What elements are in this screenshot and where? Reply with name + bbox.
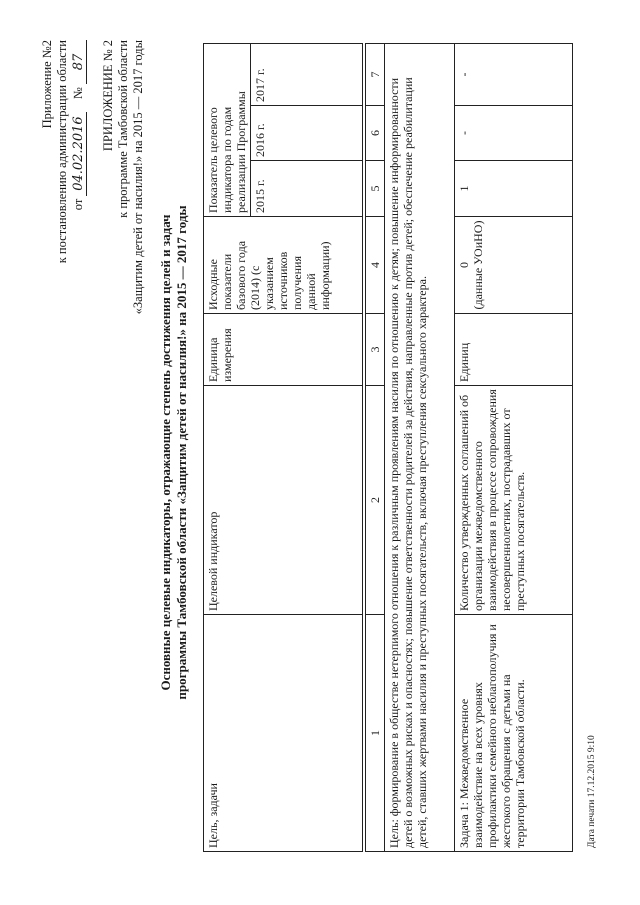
column-number-4: 4: [366, 217, 385, 314]
unit-cell: Единиц: [455, 314, 573, 386]
number-prefix: №: [71, 87, 85, 100]
head-baseline: Исходные показатели базового года (2014) (с указанием источников получения данной информации): [204, 217, 363, 314]
column-number-7: 7: [366, 44, 385, 106]
head-indicator: Целевой индикатор: [204, 386, 363, 615]
head-year-2017: 2017 г.: [251, 44, 363, 106]
appendix-label: Приложение №2: [40, 40, 54, 129]
head-year-2016: 2016 г.: [251, 106, 363, 161]
value-2016: -: [455, 106, 573, 161]
head-goal-tasks: Цель, задачи: [204, 615, 363, 852]
baseline-value: 0: [457, 262, 471, 268]
baseline-source: (данные УОиНО): [471, 220, 485, 310]
program-name: «Защитим детей от насилия!» на 2015 — 2017 годы: [131, 40, 145, 315]
task-1-cell: Задача 1: Межведомственное взаимодействие на всех уровнях профилактики семейного неблагополучия и жестокого обращения с детьми на территории Тамбовской области.: [455, 615, 573, 852]
goal-statement: Цель: формирование в обществе нетерпимого отношения к различным проявлениям насилия по отношению к детям; повышение информированности детей о возможных рисках и опасностях; повышение ответственности родителей за действия, направленные против детей; обеспечение реабилитации детей, ставших жертвами насилия и преступных посягательств, включая преступления сексуального характера.: [385, 44, 455, 852]
document-title-line-2: программы Тамбовской области «Защитим детей от насилия!» на 2015 — 2017 годы: [174, 205, 189, 700]
column-number-2: 2: [366, 386, 385, 615]
program-appendix-label: ПРИЛОЖЕНИЕ № 2: [101, 40, 115, 152]
indicators-table-header: [203, 43, 363, 852]
value-2015: 1: [455, 161, 573, 217]
head-unit: Единица измерения: [204, 314, 363, 386]
column-number-3: 3: [366, 314, 385, 386]
print-date: Дата печати 17.12.2015 9:10: [587, 735, 597, 848]
indicators-table-body: [365, 43, 573, 852]
indicator-cell: Количество утвержденных соглашений об организации межведомственного взаимодействия в процессе сопровождения несовершеннолетних, пострадавших от преступных посягательств.: [455, 386, 573, 615]
decree-date-line: [71, 40, 87, 210]
head-by-years: Показатель целевого индикатора по годам реализации Программы: [204, 44, 251, 217]
column-number-1: 1: [366, 615, 385, 852]
decree-line: к постановлению администрации области: [55, 40, 69, 264]
head-year-2015: 2015 г.: [251, 161, 363, 217]
document-title-line-1: Основные целевые индикаторы, отражающие степень достижения целей и задач: [158, 214, 173, 691]
program-line: к программе Тамбовской области: [116, 40, 130, 218]
column-number-6: 6: [366, 106, 385, 161]
decree-date: 04.02.2016: [71, 112, 87, 196]
column-number-5: 5: [366, 161, 385, 217]
decree-number: 87: [71, 40, 87, 84]
date-prefix: от: [71, 198, 85, 211]
value-2017: -: [455, 44, 573, 106]
baseline-cell: [455, 217, 573, 314]
